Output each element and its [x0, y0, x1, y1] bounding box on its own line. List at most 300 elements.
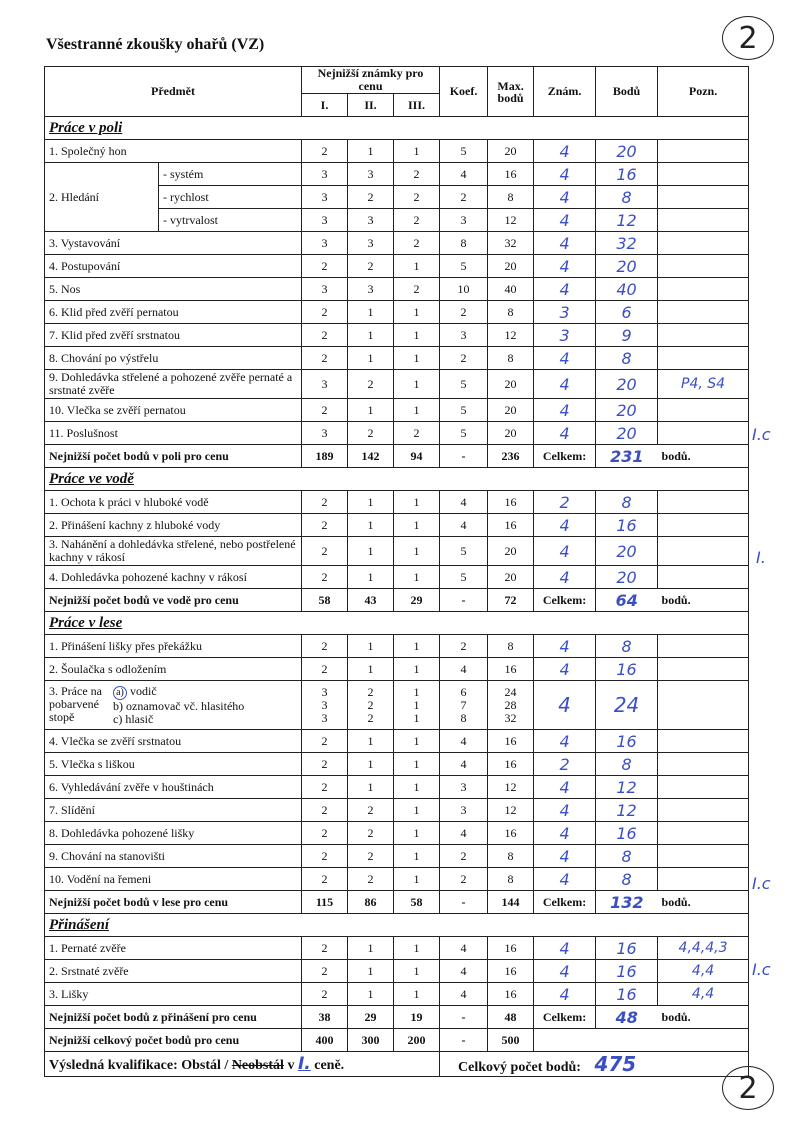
overall-empty: [534, 1029, 749, 1052]
max-points: 16: [488, 937, 534, 960]
grade-3: 1: [394, 491, 440, 514]
handwritten-mark: 4: [534, 868, 596, 891]
grade-3: 2: [394, 422, 440, 445]
coefficient: 4: [440, 983, 488, 1006]
row-label: 8. Dohledávka pohozené lišky: [45, 822, 302, 845]
grade-3: 94: [394, 445, 440, 468]
handwritten-points: 24: [596, 681, 658, 730]
grade-2: 2: [348, 799, 394, 822]
grade-1: 3: [302, 232, 348, 255]
grade-3: 2: [394, 278, 440, 301]
handwritten-mark: 4: [534, 278, 596, 301]
grade-2: 3: [348, 163, 394, 186]
handwritten-points: 20: [596, 566, 658, 589]
table-row: [45, 399, 749, 422]
max-points: 236: [488, 445, 534, 468]
handwritten-note: [658, 658, 749, 681]
blood-g3-value: 1: [413, 684, 420, 699]
qualification-passed: Obstál /: [181, 1058, 229, 1073]
row-label: 3. Lišky: [45, 983, 302, 1006]
grade-3: 1: [394, 730, 440, 753]
handwritten-mark: 4: [534, 937, 596, 960]
max-points: 16: [488, 514, 534, 537]
table-row: [45, 868, 749, 891]
total-points-label: Celkový počet bodů:: [458, 1060, 581, 1075]
blood-max-value: 24: [504, 684, 517, 699]
handwritten-note: [658, 399, 749, 422]
grade-1: 2: [302, 730, 348, 753]
table-row: [45, 514, 749, 537]
grade-1: 2: [302, 658, 348, 681]
row-label: 2. Hledání: [45, 163, 159, 232]
margin-note-retrieve: I.c: [752, 960, 771, 979]
handwritten-mark: 4: [534, 399, 596, 422]
blood-g3: [394, 681, 440, 730]
handwritten-note: [658, 776, 749, 799]
handwritten-note: [658, 140, 749, 163]
handwritten-total: 132: [596, 891, 658, 914]
grade-1: 3: [302, 278, 348, 301]
handwritten-note: [658, 232, 749, 255]
handwritten-points: 16: [596, 937, 658, 960]
grade-2: 1: [348, 937, 394, 960]
coefficient: 8: [440, 232, 488, 255]
score-table: [44, 66, 749, 1077]
handwritten-points: 16: [596, 822, 658, 845]
section-forest: [45, 612, 749, 635]
handwritten-note: [658, 163, 749, 186]
table-row: [45, 960, 749, 983]
total-label: Celkem:: [534, 891, 596, 914]
max-points: 8: [488, 635, 534, 658]
total-unit: bodů.: [658, 445, 749, 468]
max-points: 500: [488, 1029, 534, 1052]
blood-g1-value: 3: [321, 697, 328, 712]
row-sublabel: - rychlost: [159, 186, 302, 209]
total-unit: bodů.: [658, 891, 749, 914]
grade-1: 2: [302, 960, 348, 983]
grade-3: 1: [394, 868, 440, 891]
max-points: 8: [488, 301, 534, 324]
row-label: 9. Dohledávka střelené a pohozené zvěře pernaté a srstnaté zvěře: [45, 370, 302, 399]
total-label: Celkem:: [534, 445, 596, 468]
grade-1: 2: [302, 537, 348, 566]
blood-k-value: 7: [460, 697, 467, 712]
row-label: 1. Společný hon: [45, 140, 302, 163]
max-points: 20: [488, 422, 534, 445]
grade-3: 1: [394, 566, 440, 589]
handwritten-mark: 4: [534, 140, 596, 163]
blood-k-value: 6: [460, 684, 467, 699]
max-points: 72: [488, 589, 534, 612]
row-label: 4. Postupování: [45, 255, 302, 278]
handwritten-points: 8: [596, 491, 658, 514]
handwritten-total-points: 475: [594, 1052, 637, 1076]
row-label: 1. Pernaté zvěře: [45, 937, 302, 960]
grade-1: 3: [302, 186, 348, 209]
handwritten-mark: 4: [534, 186, 596, 209]
section-title: Práce v poli: [45, 117, 749, 140]
max-points: 16: [488, 753, 534, 776]
qualification-failed: Neobstál: [231, 1058, 284, 1073]
table-row: [45, 422, 749, 445]
handwritten-points: 12: [596, 776, 658, 799]
grade-3: 2: [394, 186, 440, 209]
section-retrieve: [45, 914, 749, 937]
coefficient: 5: [440, 255, 488, 278]
coefficient: 2: [440, 301, 488, 324]
grade-3: 29: [394, 589, 440, 612]
section-title: Přinášení: [45, 914, 749, 937]
grade-1: 3: [302, 163, 348, 186]
handwritten-mark: 4: [534, 232, 596, 255]
summary-row: [45, 445, 749, 468]
handwritten-note: [658, 635, 749, 658]
qualification-in: v: [287, 1058, 295, 1073]
handwritten-mark: 2: [534, 491, 596, 514]
coefficient: 3: [440, 209, 488, 232]
handwritten-note: [658, 868, 749, 891]
row-label: 6. Vyhledávání zvěře v houštinách: [45, 776, 302, 799]
coefficient: 4: [440, 822, 488, 845]
max-points: 48: [488, 1006, 534, 1029]
handwritten-points: 6: [596, 301, 658, 324]
grade-1: 2: [302, 566, 348, 589]
grade-3: 58: [394, 891, 440, 914]
handwritten-points: 20: [596, 399, 658, 422]
qualification-price: ceně.: [314, 1058, 345, 1073]
blood-g2-value: 2: [367, 710, 374, 725]
table-row: [45, 163, 749, 186]
grade-2: 1: [348, 347, 394, 370]
handwritten-note: [658, 278, 749, 301]
header-grade-3: III.: [394, 94, 440, 117]
blood-option-c: c) hlasič: [113, 711, 154, 726]
max-points: 16: [488, 960, 534, 983]
summary-label: Nejnižší počet bodů ve vodě pro cenu: [45, 589, 302, 612]
grade-1: 38: [302, 1006, 348, 1029]
blood-option-b: b) oznamovač vč. hlasitého: [113, 698, 245, 713]
handwritten-mark: 4: [534, 370, 596, 399]
row-label: 4. Dohledávka pohozené kachny v rákosí: [45, 566, 302, 589]
max-points: 20: [488, 255, 534, 278]
handwritten-mark: 2: [534, 753, 596, 776]
grade-2: 1: [348, 658, 394, 681]
summary-label: Nejnižší počet bodů v poli pro cenu: [45, 445, 302, 468]
grade-3: 2: [394, 209, 440, 232]
row-label: 3. Vystavování: [45, 232, 302, 255]
grade-2: 3: [348, 209, 394, 232]
blood-max-value: 28: [504, 697, 517, 712]
page-number-bottom: 2: [722, 1066, 774, 1110]
handwritten-mark: 4: [534, 422, 596, 445]
row-label: 4. Vlečka se zvěří srstnatou: [45, 730, 302, 753]
max-points: 12: [488, 324, 534, 347]
blood-max: [488, 681, 534, 730]
grade-2: 3: [348, 232, 394, 255]
grade-3: 1: [394, 753, 440, 776]
coefficient: 4: [440, 753, 488, 776]
grade-2: 1: [348, 983, 394, 1006]
grade-3: 1: [394, 140, 440, 163]
table-row: [45, 255, 749, 278]
table-row: [45, 537, 749, 566]
coefficient: -: [440, 1006, 488, 1029]
max-points: 16: [488, 491, 534, 514]
handwritten-points: 20: [596, 255, 658, 278]
handwritten-total: 64: [596, 589, 658, 612]
grade-1: 2: [302, 776, 348, 799]
row-label: 7. Klid před zvěří srstnatou: [45, 324, 302, 347]
coefficient: 3: [440, 799, 488, 822]
grade-3: 1: [394, 776, 440, 799]
coefficient: 5: [440, 566, 488, 589]
margin-note-water: I.: [756, 548, 766, 567]
grade-1: 2: [302, 868, 348, 891]
blood-k-value: 8: [460, 710, 467, 725]
total-unit: bodů.: [658, 589, 749, 612]
handwritten-mark: 4: [534, 681, 596, 730]
row-label: 5. Vlečka s liškou: [45, 753, 302, 776]
grade-2: 1: [348, 753, 394, 776]
handwritten-total: 231: [596, 445, 658, 468]
handwritten-note: [658, 822, 749, 845]
coefficient: 4: [440, 514, 488, 537]
handwritten-mark: 4: [534, 566, 596, 589]
coefficient: 4: [440, 730, 488, 753]
grade-2: 29: [348, 1006, 394, 1029]
coefficient: -: [440, 1029, 488, 1052]
handwritten-mark: 4: [534, 537, 596, 566]
handwritten-points: 20: [596, 537, 658, 566]
max-points: 16: [488, 983, 534, 1006]
section-field: [45, 117, 749, 140]
grade-1: 2: [302, 753, 348, 776]
grade-1: 2: [302, 983, 348, 1006]
row-label: 5. Nos: [45, 278, 302, 301]
grade-3: 1: [394, 399, 440, 422]
max-points: 8: [488, 868, 534, 891]
final-qualification: [45, 1052, 440, 1077]
table-row: [45, 566, 749, 589]
grade-1: 2: [302, 255, 348, 278]
grade-2: 1: [348, 960, 394, 983]
table-row: [45, 324, 749, 347]
grade-2: 43: [348, 589, 394, 612]
blood-g1: [302, 681, 348, 730]
page-title: Všestranné zkoušky ohařů (VZ): [46, 36, 265, 53]
grade-2: 1: [348, 140, 394, 163]
handwritten-points: 8: [596, 845, 658, 868]
header-mark: Znám.: [534, 67, 596, 117]
blood-g2: [348, 681, 394, 730]
summary-label: Nejnižší počet bodů v lese pro cenu: [45, 891, 302, 914]
blood-k: [440, 681, 488, 730]
handwritten-total: 48: [596, 1006, 658, 1029]
margin-note-forest: I.c: [752, 874, 771, 893]
row-label: 2. Srstnaté zvěře: [45, 960, 302, 983]
coefficient: 4: [440, 658, 488, 681]
grade-2: 1: [348, 635, 394, 658]
table-row: [45, 491, 749, 514]
table-row: [45, 301, 749, 324]
handwritten-mark: 4: [534, 347, 596, 370]
handwritten-note: [658, 347, 749, 370]
blood-option-a: vodič: [130, 683, 157, 698]
grade-1: 2: [302, 514, 348, 537]
handwritten-note: [658, 537, 749, 566]
handwritten-points: 8: [596, 753, 658, 776]
max-points: 20: [488, 566, 534, 589]
grade-1: 2: [302, 822, 348, 845]
row-label: 7. Slídění: [45, 799, 302, 822]
table-row: [45, 347, 749, 370]
row-label: 2. Šoulačka s odložením: [45, 658, 302, 681]
handwritten-mark: 3: [534, 324, 596, 347]
max-points: 32: [488, 232, 534, 255]
margin-note-field: I.c: [752, 425, 771, 444]
handwritten-points: 16: [596, 514, 658, 537]
grade-2: 1: [348, 324, 394, 347]
table-row: [45, 140, 749, 163]
blood-g2-value: 2: [367, 684, 374, 699]
row-label: 10. Vlečka se zvěří pernatou: [45, 399, 302, 422]
grade-1: 2: [302, 635, 348, 658]
grade-2: 3: [348, 278, 394, 301]
handwritten-mark: 4: [534, 514, 596, 537]
handwritten-points: 20: [596, 422, 658, 445]
grade-2: 2: [348, 370, 394, 399]
header-points: Bodů: [596, 67, 658, 117]
header-coef: Koef.: [440, 67, 488, 117]
coefficient: 2: [440, 347, 488, 370]
handwritten-note: [658, 730, 749, 753]
max-points: 8: [488, 186, 534, 209]
coefficient: 2: [440, 845, 488, 868]
grade-3: 1: [394, 822, 440, 845]
header-max-points: Max. bodů: [488, 67, 534, 117]
handwritten-points: 16: [596, 983, 658, 1006]
section-water: [45, 468, 749, 491]
coefficient: -: [440, 891, 488, 914]
handwritten-mark: 4: [534, 730, 596, 753]
handwritten-note: 4,4: [658, 983, 749, 1006]
table-row: [45, 753, 749, 776]
section-title: Práce v lese: [45, 612, 749, 635]
summary-row: [45, 891, 749, 914]
total-label: Celkem:: [534, 589, 596, 612]
row-label: 3. Nahánění a dohledávka střelené, nebo postřelené kachny v rákosí: [45, 537, 302, 566]
row-label: 8. Chování po výstřelu: [45, 347, 302, 370]
handwritten-note: [658, 566, 749, 589]
grade-3: 1: [394, 347, 440, 370]
grade-2: 1: [348, 491, 394, 514]
coefficient: 4: [440, 491, 488, 514]
selected-option-circle: a): [113, 686, 127, 700]
summary-row: [45, 589, 749, 612]
grade-3: 1: [394, 960, 440, 983]
blood-g3-value: 1: [413, 710, 420, 725]
header-note: Pozn.: [658, 67, 749, 117]
handwritten-points: 8: [596, 186, 658, 209]
coefficient: 3: [440, 324, 488, 347]
max-points: 16: [488, 822, 534, 845]
max-points: 20: [488, 140, 534, 163]
handwritten-mark: 4: [534, 983, 596, 1006]
row-sublabel: - vytrvalost: [159, 209, 302, 232]
grade-1: 3: [302, 422, 348, 445]
table-row: [45, 730, 749, 753]
table-row: [45, 232, 749, 255]
handwritten-points: 32: [596, 232, 658, 255]
overall-row: [45, 1029, 749, 1052]
handwritten-note: [658, 491, 749, 514]
grade-1: 400: [302, 1029, 348, 1052]
coefficient: 5: [440, 422, 488, 445]
max-points: 12: [488, 799, 534, 822]
grade-2: 2: [348, 186, 394, 209]
grade-1: 2: [302, 301, 348, 324]
row-label: 10. Vodění na řemeni: [45, 868, 302, 891]
handwritten-mark: 4: [534, 776, 596, 799]
grade-1: 3: [302, 209, 348, 232]
row-label: [45, 681, 302, 730]
grade-3: 1: [394, 983, 440, 1006]
handwritten-note: [658, 799, 749, 822]
table-row: [45, 658, 749, 681]
row-label: 1. Přinášení lišky přes překážku: [45, 635, 302, 658]
table-row: [45, 278, 749, 301]
coefficient: 5: [440, 140, 488, 163]
blood-g1-value: 3: [321, 710, 328, 725]
handwritten-note: [658, 845, 749, 868]
table-row: [45, 776, 749, 799]
grade-3: 1: [394, 799, 440, 822]
header-subject: Předmět: [45, 67, 302, 117]
grade-2: 86: [348, 891, 394, 914]
handwritten-points: 20: [596, 370, 658, 399]
grade-1: 115: [302, 891, 348, 914]
max-points: 144: [488, 891, 534, 914]
grade-1: 2: [302, 491, 348, 514]
blood-g3-value: 1: [413, 697, 420, 712]
blood-label-1: 3. Práce na: [49, 683, 102, 698]
blood-g2-value: 2: [367, 697, 374, 712]
total-label: Celkem:: [534, 1006, 596, 1029]
max-points: 20: [488, 370, 534, 399]
handwritten-points: 16: [596, 163, 658, 186]
grade-1: 58: [302, 589, 348, 612]
grade-2: 300: [348, 1029, 394, 1052]
handwritten-points: 16: [596, 658, 658, 681]
coefficient: 3: [440, 776, 488, 799]
handwritten-mark: 4: [534, 255, 596, 278]
header-min-marks: Nejnižší známky pro cenu: [302, 67, 440, 94]
grade-1: 2: [302, 140, 348, 163]
grade-3: 1: [394, 937, 440, 960]
handwritten-mark: 4: [534, 658, 596, 681]
handwritten-note: P4, S4: [658, 370, 749, 399]
handwritten-grade: I.: [297, 1054, 311, 1074]
row-label: 6. Klid před zvěří pernatou: [45, 301, 302, 324]
coefficient: 4: [440, 163, 488, 186]
grade-1: 189: [302, 445, 348, 468]
grade-1: 2: [302, 799, 348, 822]
row-sublabel: - systém: [159, 163, 302, 186]
grade-2: 2: [348, 868, 394, 891]
table-row: [45, 983, 749, 1006]
final-total: [440, 1052, 749, 1077]
